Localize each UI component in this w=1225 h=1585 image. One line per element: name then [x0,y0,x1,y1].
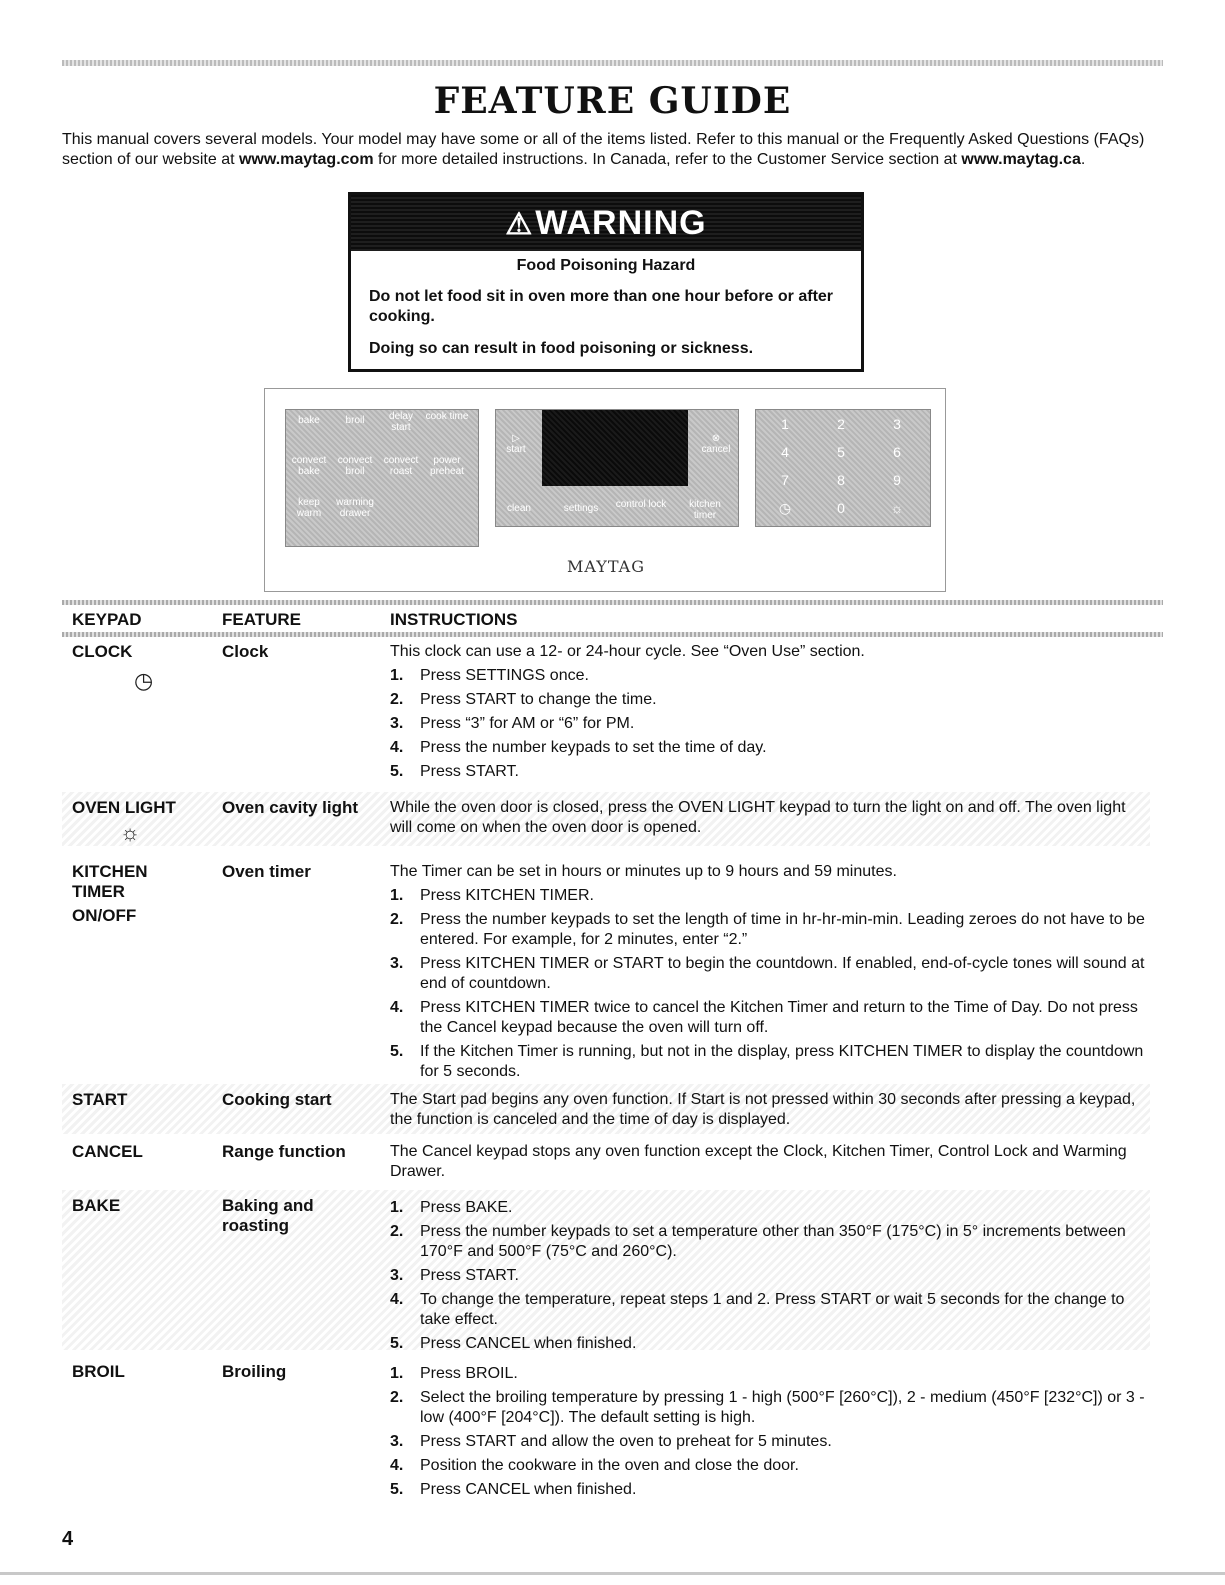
key-5: 5 [837,444,845,460]
instructions-oven-light [390,798,1145,842]
list-item: 1. Press BROIL. [390,1365,518,1382]
list-item: 4. To change the temperature, repeat steps 1 and 2. Press START or wait 5 seconds for the change to take effect. [390,1291,1125,1328]
instructions-kitchen-timer [390,862,1145,1086]
list-item: 2. Select the broiling temperature by pressing 1 - high (500°F [260°C]), 2 - medium (450°F [232°C]) or 3 - low (400°F [204°C]). The default setting is high. [390,1389,1145,1426]
keypad-kitchen-timer [72,862,148,926]
list-item: 4. Press KITCHEN TIMER twice to cancel the Kitchen Timer and return to the Time of Day. Do not press the Cancel keypad because the oven will turn off. [390,999,1138,1036]
intro-text-1: This manual covers several models. Your model may have some or all of the items listed. Refer to this manual or the Frequently Asked Questions (FAQs) section of our website at [62,131,1145,168]
cancel-intro: The Cancel keypad stops any oven function except the Clock, Kitchen Timer, Control Lock and Warming Drawer. [390,1143,1127,1180]
list-item: 1. Press SETTINGS once. [390,667,589,684]
maytag-com-link[interactable]: www.maytag.com [238,151,374,168]
key-clean: clean [507,503,531,514]
keypad-broil: BROIL [72,1362,125,1381]
feature-clock: Clock [222,642,269,661]
list-item: 4. Press the number keypads to set the time of day. [390,739,767,756]
clock-intro: This clock can use a 12- or 24-hour cycle. See “Oven Use” section. [390,643,865,660]
keypad-clock: CLOCK [72,642,133,661]
instructions-clock [390,642,1145,786]
key-6: 6 [893,444,901,460]
keypad-start: START [72,1090,128,1109]
start-intro: The Start pad begins any oven function. If Start is not pressed within 30 seconds after pressing a keypad, the function is canceled and the time of day is displayed. [390,1091,1136,1128]
list-item: 3. Press START. [390,1267,519,1284]
instructions-bake [390,1196,1145,1358]
keypad-timer: TIMER [72,882,125,901]
table-row-kitchen-timer [62,862,1150,1080]
key-convect-roast: convect roast [383,455,419,477]
key-kitchen-timer: kitchen timer [689,499,721,521]
feature-roasting-line: roasting [222,1216,290,1235]
key-9: 9 [893,472,901,488]
list-item: 3. Press KITCHEN TIMER or START to begin the countdown. If enabled, end-of-cycle tones will sound at end of countdown. [390,955,1145,992]
panel-display-screen [542,410,688,486]
intro-text-2: for more detailed instructions. In Canada, refer to the Customer Service section at [373,151,962,168]
feature-oven-light: Oven cavity light [222,798,359,817]
key-1: 1 [781,416,789,432]
list-item: 5. If the Kitchen Timer is running, but not in the display, press KITCHEN TIMER to display the countdown for 5 seconds. [390,1043,1144,1080]
feature-baking-roasting [222,1196,314,1236]
warning-line-1: Do not let food sit in oven more than one hour before or after cooking. [369,288,834,325]
warning-subheading: Food Poisoning Hazard [516,257,696,274]
warning-line-2: Doing so can result in food poisoning or sickness. [369,340,754,357]
list-item: 1. Press KITCHEN TIMER. [390,887,594,904]
warning-header [351,195,861,251]
list-item: 2. Press the number keypads to set a temperature other than 350°F (175°C) in 5° increments between 170°F and 500°F (75°C and 260°C). [390,1223,1126,1260]
page-title: FEATURE GUIDE [433,80,792,122]
feature-cooking-start: Cooking start [222,1090,332,1109]
key-8: 8 [837,472,845,488]
feature-oven-timer: Oven timer [222,862,311,881]
key-2: 2 [837,416,845,432]
table-header-rule [62,632,1163,637]
keypad-oven-light: OVEN LIGHT [72,798,176,817]
table-row-start [62,1084,1150,1134]
key-3: 3 [893,416,901,432]
intro-paragraph [62,130,1172,170]
feature-range-function: Range function [222,1142,346,1161]
list-item: 3. Press “3” for AM or “6” for PM. [390,715,635,732]
keypad-on-off: ON/OFF [72,906,137,925]
key-start-label: start [506,444,526,455]
oven-light-intro: While the oven door is closed, press the OVEN LIGHT keypad to turn the light on and off. The oven light will come on when the oven door is opened. [390,799,1126,836]
warning-heading: WARNING [535,204,707,242]
key-control-lock: control lock [615,499,667,510]
start-play-icon: ▷ [512,433,520,444]
list-item: 3. Press START and allow the oven to preheat for 5 minutes. [390,1433,832,1450]
brand-logo: MAYTAG [567,557,645,576]
key-cancel-label: cancel [701,444,731,455]
key-delay-start: delay start [389,411,413,433]
warning-box [348,192,864,372]
list-item: 1. Press BAKE. [390,1199,513,1216]
maytag-ca-link[interactable]: www.maytag.ca [961,151,1081,168]
table-row-clock [62,642,1150,788]
page-number: 4 [62,1528,74,1550]
cancel-x-icon: ⊗ [711,433,721,444]
top-rule [62,60,1163,66]
header-feature: FEATURE [222,610,302,629]
clock-icon: ◷ [134,668,154,693]
key-bake: bake [298,415,320,426]
key-7: 7 [781,472,789,488]
keypad-bake: BAKE [72,1196,121,1215]
feature-baking-line: Baking and [222,1196,314,1215]
key-settings: settings [563,503,599,514]
key-power-preheat: power preheat [430,455,464,477]
instructions-broil [390,1362,1145,1504]
key-broil: broil [345,415,365,426]
list-item: 5. Press CANCEL when finished. [390,1481,637,1498]
key-cook-time: cook time [425,411,469,422]
header-instructions: INSTRUCTIONS [390,610,518,629]
key-warming-drawer: warming drawer [336,497,374,519]
list-item: 4. Position the cookware in the oven and close the door. [390,1457,799,1474]
key-keep-warm: keep warm [296,497,322,519]
table-row-cancel [62,1140,1150,1188]
instructions-cancel [390,1142,1145,1186]
table-top-rule [62,600,1163,605]
bottom-rule [0,1572,1225,1575]
key-0: 0 [837,500,845,516]
header-keypad: KEYPAD [72,610,142,629]
key-cancel [697,433,735,455]
key-light-icon: ☼ [890,500,904,516]
key-start [499,433,533,455]
list-item: 2. Press START to change the time. [390,691,657,708]
key-4: 4 [781,444,789,460]
warning-triangle-icon: ⚠ [505,208,534,241]
kitchen-timer-intro: The Timer can be set in hours or minutes up to 9 hours and 59 minutes. [390,863,897,880]
instructions-start [390,1090,1145,1134]
list-item: 5. Press START. [390,763,519,780]
key-convect-broil: convect broil [337,455,373,477]
feature-broiling: Broiling [222,1362,287,1381]
keypad-cancel: CANCEL [72,1142,143,1161]
list-item: 2. Press the number keypads to set the length of time in hr-hr-min-min. Leading zeroes do not have to be entered. For example, for 2 minutes, enter “2.” [390,911,1145,948]
keypad-kitchen: KITCHEN [72,862,148,881]
list-item: 5. Press CANCEL when finished. [390,1335,637,1352]
table-row-oven-light [62,792,1150,846]
key-clock-icon: ◷ [778,500,792,516]
light-bulb-icon: ☼ [120,820,141,845]
key-convect-bake: convect bake [291,455,327,477]
table-row-broil [62,1362,1150,1512]
table-row-bake [62,1190,1150,1350]
intro-text-3: . [1080,151,1086,168]
